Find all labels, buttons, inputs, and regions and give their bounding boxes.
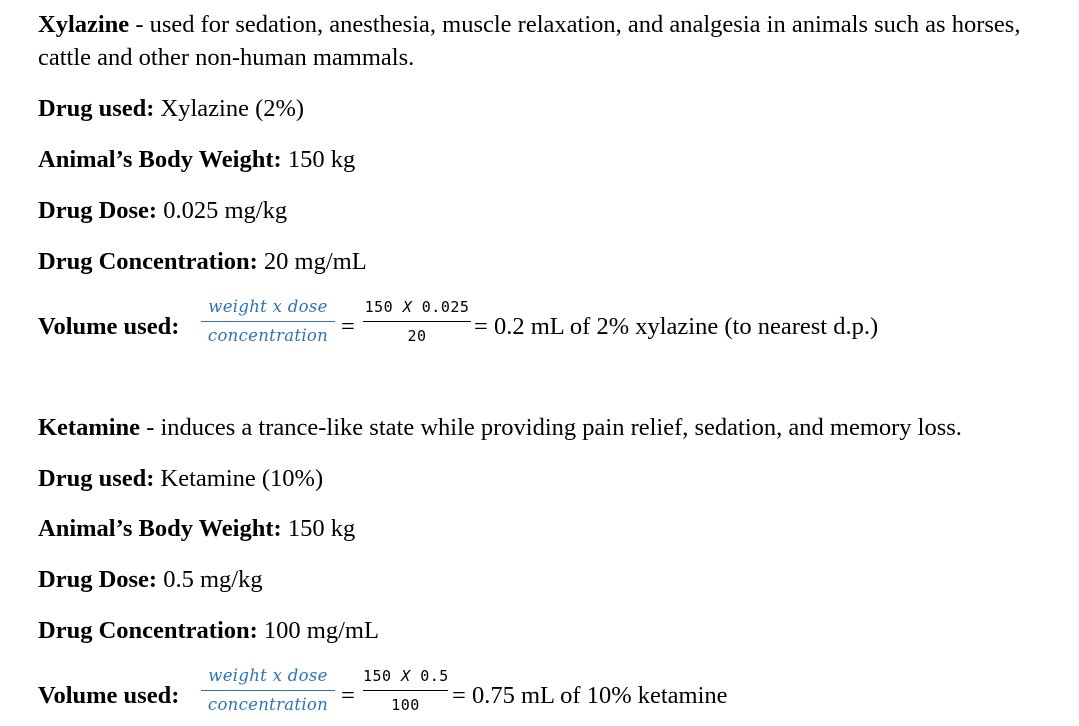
xylazine-name: Xylazine bbox=[38, 11, 130, 38]
drug-used-label: Drug used: bbox=[38, 95, 155, 122]
ketamine-drug-concentration bbox=[38, 614, 379, 648]
drug-concentration-label: Drug Concentration: bbox=[38, 248, 258, 275]
drug-concentration-value: 100 mg/mL bbox=[257, 617, 379, 644]
equals-sign: = bbox=[341, 682, 355, 709]
drug-concentration-value: 20 mg/mL bbox=[257, 248, 367, 275]
calculation-numerator bbox=[363, 296, 471, 318]
drug-used-value: Ketamine (10%) bbox=[154, 465, 324, 492]
formula-denominator: concentration bbox=[207, 695, 329, 714]
body-weight-label: Animal’s Body Weight: bbox=[38, 146, 282, 173]
equals-sign: = bbox=[341, 313, 355, 340]
drug-dose-label: Drug Dose: bbox=[38, 566, 158, 593]
volume-result: = 0.2 mL of 2% xylazine (to nearest d.p.) bbox=[474, 313, 879, 340]
ketamine-drug-dose bbox=[38, 563, 263, 597]
calc-dose: 0.5 bbox=[420, 667, 449, 685]
formula-denominator: concentration bbox=[207, 326, 329, 345]
xylazine-description: - used for sedation, anesthesia, muscle relaxation, and analgesia in animals such as horses, cattle and other non-human mammals. bbox=[38, 11, 1021, 71]
formula-numerator: weight x dose bbox=[208, 297, 328, 316]
xylazine-drug-used bbox=[38, 92, 304, 126]
body-weight-label: Animal’s Body Weight: bbox=[38, 515, 282, 542]
calculation-denominator: 20 bbox=[407, 327, 427, 345]
volume-result: = 0.75 mL of 10% ketamine bbox=[452, 682, 728, 709]
body-weight-value: 150 kg bbox=[281, 515, 356, 542]
calculation-denominator: 100 bbox=[391, 696, 420, 714]
calc-operator: X bbox=[402, 298, 413, 316]
formula-fraction bbox=[201, 665, 335, 716]
calc-weight: 150 bbox=[364, 298, 394, 316]
xylazine-volume-formula bbox=[38, 296, 1068, 356]
drug-dose-label: Drug Dose: bbox=[38, 197, 158, 224]
ketamine-name: Ketamine bbox=[38, 414, 141, 441]
ketamine-volume-formula bbox=[38, 665, 1068, 725]
drug-dose-value: 0.025 mg/kg bbox=[157, 197, 288, 224]
ketamine-body-weight bbox=[38, 512, 355, 546]
calculation-fraction bbox=[363, 296, 471, 347]
ketamine-description: - induces a trance-like state while providing pain relief, sedation, and memory loss. bbox=[140, 414, 962, 441]
drug-used-label: Drug used: bbox=[38, 465, 155, 492]
drug-dose-value: 0.5 mg/kg bbox=[157, 566, 263, 593]
calc-operator: X bbox=[401, 667, 411, 685]
drug-concentration-label: Drug Concentration: bbox=[38, 617, 258, 644]
formula-fraction bbox=[201, 296, 335, 347]
fraction-bar bbox=[363, 321, 471, 322]
volume-used-label: Volume used: bbox=[38, 682, 180, 709]
calc-dose: 0.025 bbox=[421, 298, 470, 316]
ketamine-intro bbox=[38, 411, 962, 445]
fraction-bar bbox=[201, 321, 335, 322]
xylazine-drug-dose bbox=[38, 194, 287, 228]
calc-weight: 150 bbox=[363, 667, 392, 685]
xylazine-drug-concentration bbox=[38, 245, 367, 279]
fraction-bar bbox=[363, 690, 448, 691]
formula-numerator: weight x dose bbox=[208, 666, 328, 685]
drug-used-value: Xylazine (2%) bbox=[154, 95, 305, 122]
ketamine-drug-used bbox=[38, 462, 323, 496]
body-weight-value: 150 kg bbox=[281, 146, 356, 173]
calculation-numerator bbox=[363, 665, 448, 687]
calculation-fraction bbox=[363, 665, 448, 716]
xylazine-body-weight bbox=[38, 143, 355, 177]
xylazine-intro bbox=[38, 8, 1048, 74]
volume-used-label: Volume used: bbox=[38, 313, 180, 340]
fraction-bar bbox=[201, 690, 335, 691]
